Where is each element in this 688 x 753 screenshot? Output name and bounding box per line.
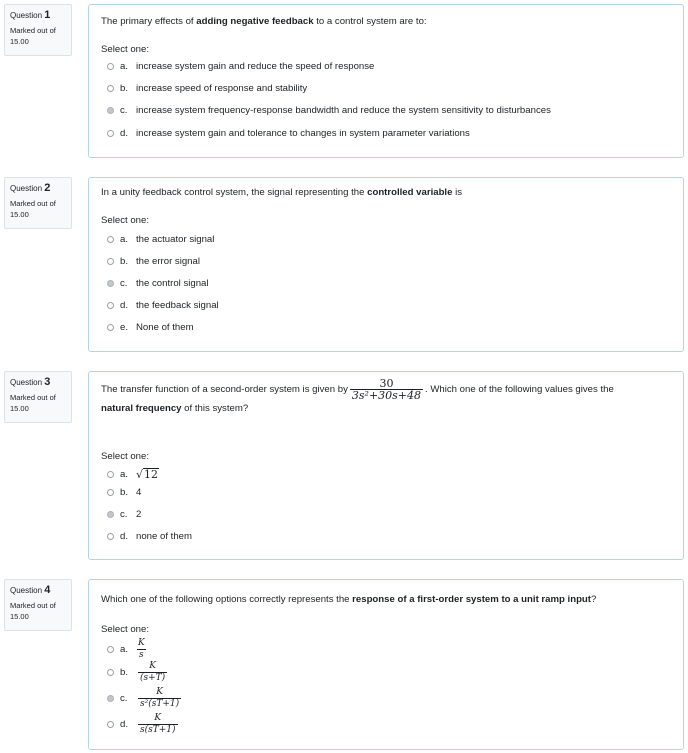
radio-button[interactable]	[107, 85, 114, 92]
question-card-2	[88, 177, 684, 352]
marked-out-of: Marked out of 15.00	[10, 601, 56, 621]
question-number: Question 1	[10, 9, 51, 21]
question-info-2	[4, 177, 72, 229]
question-number: Question 2	[10, 182, 51, 194]
radio-button[interactable]	[107, 63, 114, 70]
option-d[interactable]: d. the feedback signal	[107, 298, 219, 312]
radio-button-selected[interactable]	[107, 695, 114, 702]
radio-button[interactable]	[107, 324, 114, 331]
option-a[interactable]: a. √ 12	[107, 466, 159, 482]
radio-button[interactable]	[107, 646, 114, 653]
radio-button[interactable]	[107, 130, 114, 137]
select-one-prompt: Select one:	[101, 624, 150, 635]
radio-button[interactable]	[107, 258, 114, 265]
radio-button[interactable]	[107, 471, 114, 478]
option-a[interactable]: a. increase system gain and reduce the speed of response	[107, 59, 374, 73]
question-text: The primary effects of adding negative feedback to a control system are to:	[101, 16, 427, 27]
marked-out-of: Marked out of 15.00	[10, 26, 56, 46]
option-b[interactable]: b. 4	[107, 485, 141, 499]
radio-button-selected[interactable]	[107, 107, 114, 114]
option-b[interactable]: b. the error signal	[107, 254, 200, 268]
radio-button[interactable]	[107, 302, 114, 309]
question-number: Question 3	[10, 376, 51, 388]
fraction: $\frac{K}{s(sT+1)}$	[140, 712, 176, 735]
radio-button[interactable]	[107, 236, 114, 243]
sqrt-expression: √ 12	[136, 467, 159, 481]
transfer-function: $\frac{30}{\text{3s²+30s+48}}$	[351, 377, 422, 402]
marked-out-of: Marked out of 15.00	[10, 393, 56, 413]
radio-button-selected[interactable]	[107, 280, 114, 287]
option-c[interactable]: c. $\frac{K}{\text{s²(sT+1)}}$	[107, 686, 181, 710]
option-a[interactable]: a. $\frac{K}{s}$	[107, 638, 147, 660]
option-b[interactable]: b. $\frac{K}{(s+T)}$	[107, 660, 167, 684]
fraction: $\frac{K}{\text{s²(sT+1)}}$	[140, 686, 180, 709]
question-text: Which one of the following options correctly represents the response of a first-order system to a unit ramp input?	[101, 594, 597, 605]
fraction: $\frac{K}{s}$	[138, 637, 145, 660]
option-d[interactable]: d. $\frac{K}{s(sT+1)}$	[107, 712, 178, 736]
question-number: Question 4	[10, 584, 51, 596]
option-d[interactable]: d. none of them	[107, 529, 192, 543]
option-c[interactable]: c. increase system frequency-response bandwidth and reduce the system sensitivity to disturbances	[107, 103, 551, 117]
question-text: In a unity feedback control system, the signal representing the controlled variable is	[101, 187, 463, 198]
radio-button-selected[interactable]	[107, 511, 114, 518]
radio-button[interactable]	[107, 489, 114, 496]
option-e[interactable]: e. None of them	[107, 320, 194, 334]
radio-button[interactable]	[107, 721, 114, 728]
option-c[interactable]: c. the control signal	[107, 276, 209, 290]
radio-button[interactable]	[107, 669, 114, 676]
select-one-prompt: Select one:	[101, 44, 150, 55]
question-card-3	[88, 371, 684, 560]
select-one-prompt: Select one:	[101, 215, 150, 226]
option-c[interactable]: c. 2	[107, 507, 141, 521]
question-card-1	[88, 4, 684, 158]
question-card-4	[88, 579, 684, 750]
option-d[interactable]: d. increase system gain and tolerance to changes in system parameter variations	[107, 126, 470, 140]
radio-button[interactable]	[107, 533, 114, 540]
question-info-1	[4, 4, 72, 56]
option-b[interactable]: b. increase speed of response and stability	[107, 81, 307, 95]
fraction: $\frac{K}{(s+T)}$	[140, 660, 166, 683]
option-a[interactable]: a. the actuator signal	[107, 232, 214, 246]
question-text: The transfer function of a second-order system is given by $\frac{30}{\text{3s²+30s+48}}$ . Which one of the following values gives the natural frequency of this system?	[101, 377, 614, 414]
select-one-prompt: Select one:	[101, 451, 150, 462]
marked-out-of: Marked out of 15.00	[10, 199, 56, 219]
question-info-3	[4, 371, 72, 423]
question-info-4	[4, 579, 72, 631]
